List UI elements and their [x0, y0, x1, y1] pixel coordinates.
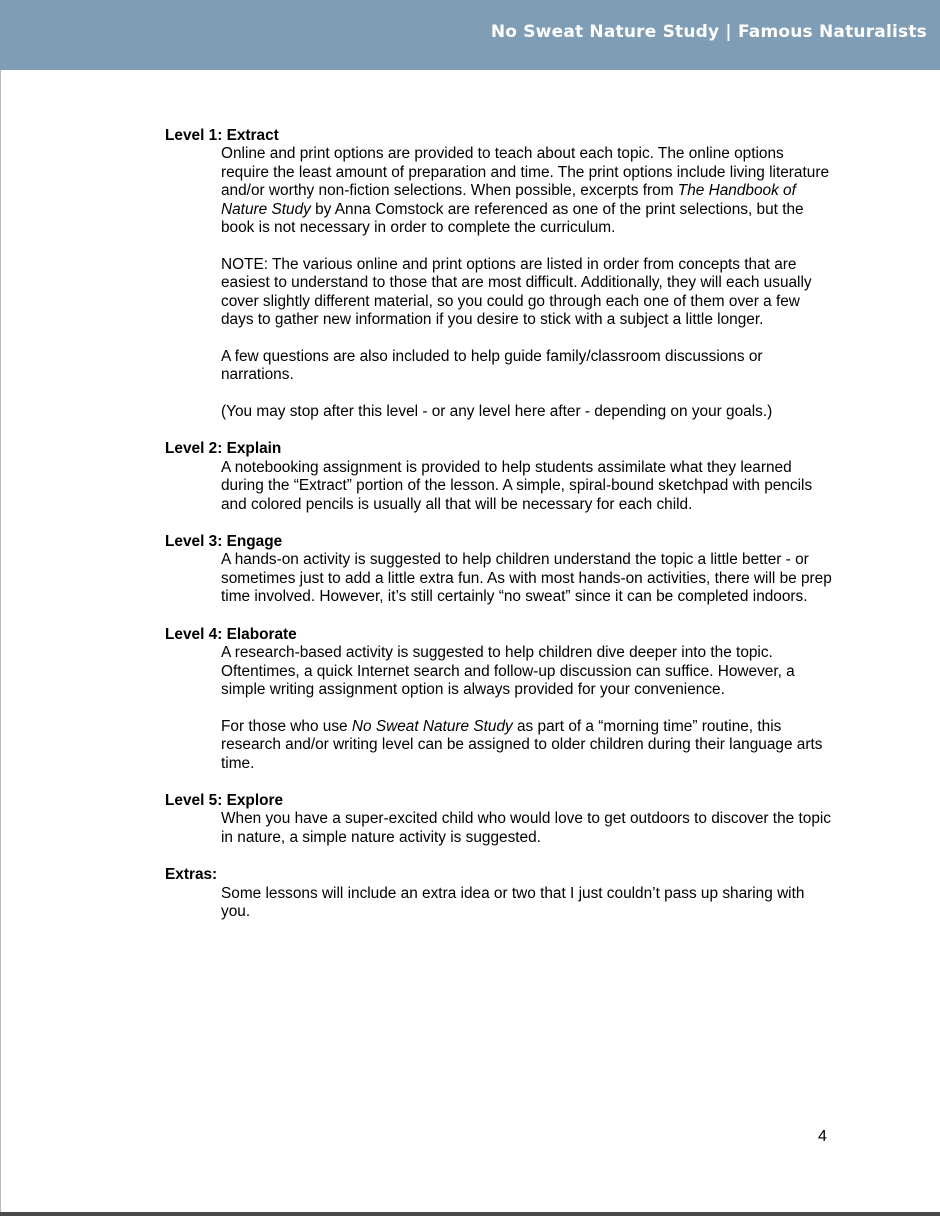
- extras-heading: Extras:: [165, 866, 218, 884]
- level-1-paragraph-4: (You may stop after this level - or any level here after - depending on your goals.): [221, 403, 773, 421]
- level-5-body: [221, 810, 835, 847]
- level-2-section: [165, 440, 835, 514]
- level-4-body: [221, 644, 835, 773]
- level-2-paragraph-1: A notebooking assignment is provided to help students assimilate what they learned during the “Extract” portion of the lesson. A simple, spiral-bound sketchpad with pencils and colored pencils is usually all that will be necessary for each child.: [221, 458, 813, 513]
- level-5-paragraph-1: When you have a super-excited child who would love to get outdoors to discover the topic in nature, a simple nature activity is suggested.: [221, 810, 831, 846]
- page-content: [165, 127, 835, 921]
- level-5-heading: Level 5: Explore: [165, 791, 284, 809]
- extras-section: [165, 866, 835, 921]
- level-1-section: [165, 127, 835, 421]
- level-3-heading: Level 3: Engage: [165, 533, 283, 551]
- page-border: [0, 70, 1, 1216]
- level-4-paragraph-2: [221, 718, 835, 773]
- level-1-paragraph-1: [221, 145, 835, 237]
- extras-paragraph-1: Some lessons will include an extra idea or two that I just couldn’t pass up sharing with you.: [221, 884, 805, 920]
- text-span: as part of a “morning time” routine, this research and/or writing level can be assigned to older children during their language arts time.: [221, 717, 823, 772]
- book-title: The Handbook of Nature Study: [221, 182, 796, 218]
- level-5-section: [165, 792, 835, 847]
- book-title: No Sweat Nature Study: [351, 717, 513, 735]
- header-title: No Sweat Nature Study | Famous Naturalists: [490, 22, 927, 42]
- header-band: [0, 0, 940, 70]
- text-span: For those who use: [221, 717, 352, 735]
- extras-body: [221, 885, 835, 922]
- page-number: 4: [818, 1128, 827, 1145]
- level-1-paragraph-3: A few questions are also included to help guide family/classroom discussions or narrations.: [221, 347, 763, 384]
- level-3-section: [165, 533, 835, 607]
- level-4-paragraph-1: A research-based activity is suggested to help children dive deeper into the topic. Oftentimes, a quick Internet search and follow-up discussion can suffice. However, a simple writing assignment option is always provided for your convenience.: [221, 644, 795, 698]
- level-4-section: [165, 626, 835, 773]
- level-3-body: [221, 551, 835, 606]
- level-1-body: [221, 145, 835, 421]
- level-2-body: [221, 459, 835, 514]
- text-span: Online and print options are provided to teach about each topic. The online options require the least amount of preparation and time. The print options include living literature and/or worthy non-fiction selections. When possible, excerpts from: [221, 145, 829, 200]
- level-2-heading: Level 2: Explain: [165, 440, 282, 458]
- level-1-note: NOTE: The various online and print options are listed in order from concepts that are easiest to understand to those that are most difficult. Additionally, they will each usually cover slightly different material, so you could go through each one of them over a few days to gather new information if you desire to stick with a subject a little longer.: [221, 255, 812, 329]
- level-4-heading: Level 4: Elaborate: [165, 625, 297, 643]
- text-span: by Anna Comstock are referenced as one of the print selections, but the book is not necessary in order to complete the curriculum.: [221, 200, 804, 237]
- page-bottom-edge: [0, 1212, 940, 1216]
- level-3-paragraph-1: A hands-on activity is suggested to help children understand the topic a little better - or sometimes just to add a little extra fun. As with most hands-on activities, there will be prep time involved. However, it’s still certainly “no sweat” since it can be completed indoors.: [221, 551, 832, 606]
- level-1-heading: Level 1: Extract: [165, 127, 279, 144]
